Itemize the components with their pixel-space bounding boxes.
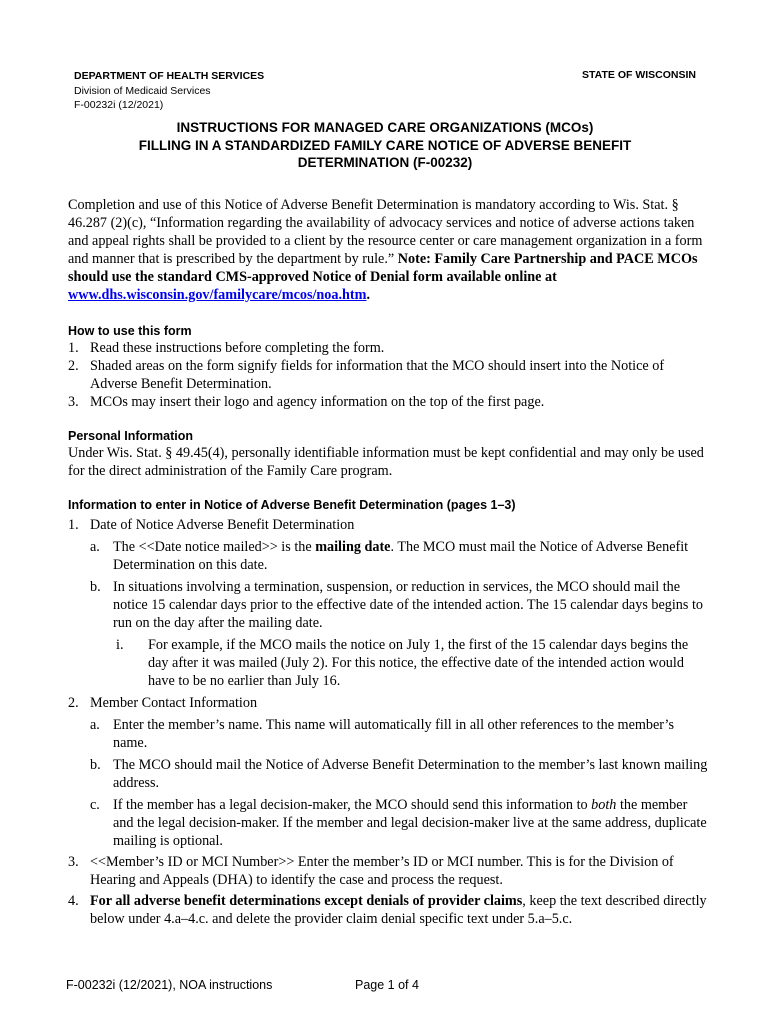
intro-paragraph [68,196,708,304]
list-item-text: Date of Notice Adverse Benefit Determination [90,517,355,533]
title-line-1: INSTRUCTIONS FOR MANAGED CARE ORGANIZATIONS (MCOs) [176,120,594,135]
intro-end: . [366,287,371,303]
division-name: Division of Medicaid Services [74,84,211,97]
list-item [68,636,708,690]
list-item [68,516,708,534]
text: the member and the legal decision-maker. If the member and legal decision-maker live at the same address, duplicate mailing is optional. [113,797,707,849]
list-marker: 3. [68,394,79,410]
bold-text: For all adverse benefit determinations except denials of provider claims [90,893,523,909]
footer-form-id: F-00232i (12/2021), NOA instructions [66,978,273,992]
list-marker: 2. [68,695,79,711]
list-item [68,694,708,712]
list-item-text: Shaded areas on the form signify fields for information that the MCO should insert into the Notice of Adverse Benefit Determination. [90,358,665,392]
list-item [68,796,708,850]
list-marker: 1. [68,517,79,533]
department-name: DEPARTMENT OF HEALTH SERVICES [74,70,265,82]
list-marker: a. [90,539,100,555]
header-left [74,69,264,113]
bold-text: mailing date [315,539,391,555]
page-title [70,119,700,172]
list-item [68,538,708,574]
list-item-text: The MCO should mail the Notice of Adverse Benefit Determination to the member’s last known mailing address. [113,757,708,791]
list-marker: 2. [68,358,79,374]
list-item-text: Read these instructions before completing the form. [90,340,385,356]
list-item [68,716,708,752]
personal-info-heading: Personal Information [68,429,194,443]
list-marker: 3. [68,854,79,870]
list-item [68,756,708,792]
list-item-text: <<Member’s ID or MCI Number>> Enter the member’s ID or MCI number. This is for the Division of Hearing and Appeals (DHA) to identify the case and process the request. [90,854,674,888]
list-marker: 4. [68,893,79,909]
intro-note: Note: Family Care Partnership and PACE MCOs should use the standard CMS-approved Notice of Denial form available online at [68,251,698,285]
list-marker: i. [116,637,124,653]
list-item [68,892,708,928]
list-marker: b. [90,579,101,595]
list-item-text: Member Contact Information [90,695,258,711]
text: . The MCO must mail the Notice of Adverse Benefit Determination on this date. [113,539,689,573]
info-section [68,497,708,928]
how-to-heading: How to use this form [68,324,192,338]
list-marker: b. [90,757,101,773]
list-item [68,357,708,393]
text: If the member has a legal decision-maker, the MCO should send this information to [113,797,592,813]
list-item [68,578,708,632]
list-item-text: For example, if the MCO mails the notice on July 1, the first of the 15 calendar days begins the day after it was mailed (July 2). For this notice, the effective date of the intended action would have to be no earlier than July 16. [148,637,689,689]
list-marker: a. [90,717,100,733]
noa-link[interactable]: www.dhs.wisconsin.gov/familycare/mcos/noa.htm [68,287,367,303]
state-name: STATE OF WISCONSIN [582,69,696,81]
text: , keep the text described directly below under 4.a–4.c. and delete the provider claim denial specific text under 5.a–5.c. [90,893,707,927]
title-line-2: FILLING IN A STANDARDIZED FAMILY CARE NOTICE OF ADVERSE BENEFIT [138,137,632,153]
list-item [68,853,708,889]
how-to-section [68,323,708,411]
text: The <<Date notice mailed>> is the [113,539,316,555]
list-item-text: MCOs may insert their logo and agency information on the top of the first page. [90,394,545,410]
info-heading: Information to enter in Notice of Adverse Benefit Determination (pages 1–3) [68,498,516,512]
form-number: F-00232i (12/2021) [74,99,164,111]
list-item-text: In situations involving a termination, suspension, or reduction in services, the MCO should mail the notice 15 calendar days prior to the effective date of the intended action. The 15 calendar days begins to run on the day after the mailing date. [113,579,704,631]
title-line-3: DETERMINATION (F-00232) [297,155,473,170]
list-marker: 1. [68,340,79,356]
list-item-text: Enter the member’s name. This name will automatically fill in all other references to the member’s name. [113,717,675,751]
list-item [68,339,708,357]
personal-info-section [68,428,708,480]
page-number: Page 1 of 4 [355,978,419,992]
list-marker: c. [90,797,100,813]
list-item [68,393,708,411]
personal-info-text: Under Wis. Stat. § 49.45(4), personally identifiable information must be kept confidential and may only be used for the direct administration of the Family Care program. [68,445,704,479]
italic-text: both [591,797,617,813]
intro-text: Completion and use of this Notice of Adverse Benefit Determination is mandatory according to Wis. Stat. § 46.287 (2)(c), “Information regarding the availability of advocacy services and notice of adverse actions taken and appeal rights shall be provided to a client by the resource center or care management organization in a form and manner that is prescribed by the department by rule.” [68,197,703,267]
